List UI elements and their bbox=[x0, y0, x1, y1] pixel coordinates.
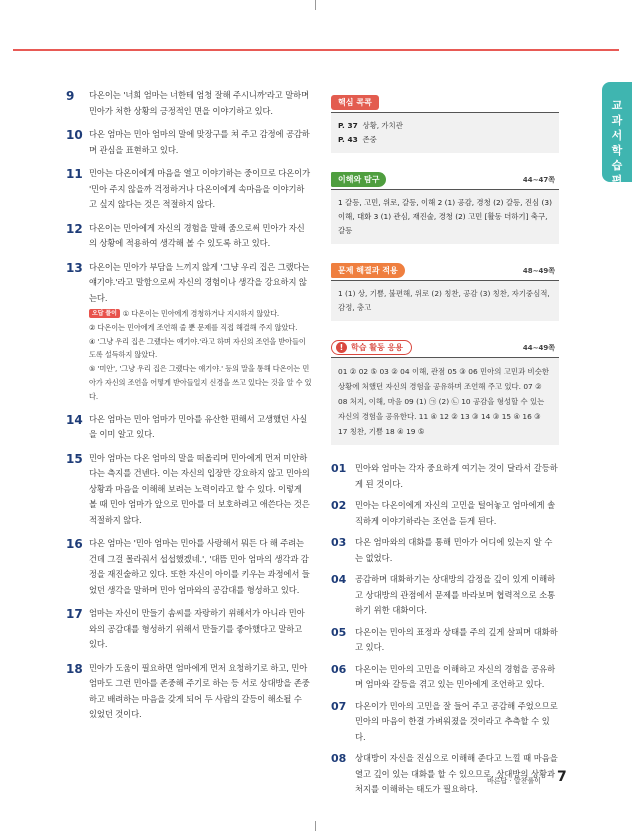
understanding-box: 이해와 탐구 44~47쪽 1 갈등, 고민, 위로, 갈등, 이해 2 (1) 공감, 경청 (2) 갈등, 진심 (3) 이해, 대화 3 (1) 관심, 재진술, 경청 (2) 고민 [활동 더하기] 축구, 갈등 bbox=[331, 167, 559, 244]
understanding-tag: 이해와 탐구 bbox=[331, 172, 386, 187]
learning-activity-tag: ! 학습 활동 응용 bbox=[331, 340, 412, 355]
problem-solving-tag: 문제 해결과 적용 bbox=[331, 263, 405, 278]
question-item: 13 다온이는 민아가 부담을 느끼지 않게 '그냥 우리 집은 그랬다는 얘기야.'라고 말함으로써 자신의 경험이나 생각을 강요하지 않는다. 오답 풀이 ① 다온이는 민아에게 경청하거나 지시하지 않았다. ② 다온이는 민아에게 조언해 줄 뿐 문제를 직접 해결해 주지 않았다. ④ '그냥 우리 집은 그랬다는 얘기야.'라고 하며 자신의 조언을 받아들이도록 설득하지 않았다. ⑤ '미안', '그냥 우리 집은 그랬다는 얘기야.' 등의 말을 통해 다온이는 민아가 자신의 조언을 어떻게 받아들일지 신경을 쓰고 있다는 것을 알 수 있다. bbox=[66, 260, 312, 404]
answer-item: 07 다온이가 민아의 고민을 잘 들어 주고 공감해 주었으므로 민아의 마음이 한결 가벼워졌을 것이라고 추측할 수 있다. bbox=[331, 699, 558, 742]
exclamation-icon: ! bbox=[336, 342, 347, 353]
question-item: 16 다온 엄마는 '민아 엄마는 민아를 사랑해서 뭐든 다 해 주려는 건데 그걸 몰라줘서 섭섭했겠네.', '대뜸 민아 엄마의 생각과 감정을 재진술하고 있다. 또한 자신이 아이를 키우는 과정에서 들었던 생각을 말하며 민아 엄마와의 공감대를 형성하고 있다. bbox=[66, 537, 310, 595]
wrong-answer-tag: 오답 풀이 bbox=[89, 309, 120, 318]
footer-label: 바른답 · 알찬풀이 bbox=[487, 777, 542, 785]
top-rule bbox=[13, 49, 619, 51]
crop-mark bbox=[315, 0, 316, 10]
page-number: 7 bbox=[557, 769, 567, 785]
crop-mark bbox=[315, 821, 316, 831]
key-point-tag: 핵심 콕콕 bbox=[331, 95, 379, 110]
question-item: 11 민아는 다온이에게 마음을 열고 이야기하는 중이므로 다온이가 '민아 주지 않을까 걱정하거나 다온이에게 속마음을 이야기하고 싶지 않다는 것은 적절하지 않다. bbox=[66, 167, 311, 209]
question-item: 14 다온 엄마는 민아 엄마가 민아를 유산한 편해서 고생했던 사실을 이미 알고 있다. bbox=[66, 412, 308, 440]
problem-solving-box: 문제 해결과 적용 48~49쪽 1 (1) 상, 기쁨, 불편해, 위로 (2) 칭찬, 공감 (3) 칭찬, 자기중심적, 감정, 충고 bbox=[331, 258, 559, 321]
left-column bbox=[66, 88, 312, 731]
question-item: 10 다온 엄마는 민아 엄마의 말에 맞장구를 쳐 주고 감정에 공감하며 관심을 표현하고 있다. bbox=[66, 128, 310, 155]
question-item: 15 민아 엄마는 다온 엄마의 말을 떠올리며 민아에게 먼저 미안하다는 측지를 건넨다. 이는 자신의 입장만 강요하지 않고 민아의 상황과 마음을 이해해 보려는 노력이라고 할 수 있다. 이렇게 볼 때 민아 엄마가 앞으로 민아를 더 보호하려고 애쓴다는 것은 적절하지 않다. bbox=[66, 451, 310, 525]
question-item: 9 다온이는 '너희 엄마는 너한테 엄청 잘해 주시니까'라고 말하며 민아가 처한 상황의 긍정적인 면을 이야기하고 있다. bbox=[66, 89, 309, 116]
answer-item: 02 민아는 다온이에게 자신의 고민을 털어놓고 엄마에게 솔직하게 이야기하라는 조언을 듣게 된다. bbox=[331, 499, 556, 526]
right-column bbox=[331, 90, 559, 804]
question-item: 18 민아가 도움이 필요하면 엄마에게 먼저 요청하기로 하고, 민아 엄마도 그런 민아를 존중해 주기로 하는 등 서로 상대방을 존중하고 배려하는 마음을 갖게 되어 두 사람의 갈등이 해소될 수 있었던 것이다. bbox=[66, 661, 310, 720]
answer-item: 04 공감하며 대화하기는 상대방의 감정을 깊이 있게 이해하고 상대방의 관점에서 문제를 바라보며 협력적으로 소통하기 위한 대화이다. bbox=[331, 573, 556, 615]
question-text: 다온이는 민아가 부담을 느끼지 않게 '그냥 우리 집은 그랬다는 얘기야.'라고 말함으로써 자신의 경험이나 생각을 강요하지 않는다. bbox=[89, 261, 310, 303]
page-range: 44~47쪽 bbox=[522, 176, 555, 184]
key-point-box: 핵심 콕콕 P. 37 상황, 가치관 P. 43 존중 bbox=[331, 90, 559, 153]
learning-activity-box: ! 학습 활동 응용 44~49쪽 01 ② 02 ⑤ 03 ② 04 이해, 관점 05 ③ 06 민아의 고민과 비슷한 상황에 처했던 자신의 경험을 공유하며 조언해 주고 있다. 07 ② 08 처지, 이해, 마음 09 (1) ㉠ (2) ㉡ 10 공감을 형성할 수 있는 자신의 경험을 공유한다. 11 ④ 12 ② 13 ③ 14 ③ 15 ④ 16 ③ 17 칭찬, 기쁨 18 ④ 19 ⑤ bbox=[331, 335, 559, 445]
answer-item: 08 상대방이 자신을 진심으로 이해해 준다고 느낄 때 마음을 열고 깊이 있는 대화를 할 수 있으므로, 상대방의 상황과 처지를 이해하는 태도가 필요하다. bbox=[331, 752, 558, 794]
answer-item: 03 다온 엄마와의 대화를 통해 민아가 어디에 있는지 알 수는 없었다. bbox=[331, 536, 553, 563]
question-item: 12 다온이는 민아에게 자신의 경험을 말해 줌으로써 민아가 자신의 상황에 적용하여 생각해 볼 수 있도록 하고 있다. bbox=[66, 221, 305, 248]
question-item: 17 엄마는 자신이 만들기 솜씨를 자랑하기 위해서가 아니라 민아와의 공감대를 형성하기 위해서 만들기를 좋아했다고 말하고 있다. bbox=[66, 607, 305, 650]
answer-item: 05 다온이는 민아의 표정과 상태를 주의 깊게 살피며 대화하고 있다. bbox=[331, 625, 558, 652]
answer-item: 06 다온이는 민아의 고민을 이해하고 자신의 경험을 공유하며 엄마와 갈등을 겪고 있는 민아에게 조언하고 있다. bbox=[331, 662, 556, 689]
answer-item: 01 민아와 엄마는 각자 중요하게 여기는 것이 달라서 갈등하게 된 것이다. bbox=[331, 462, 558, 489]
side-tab: 교과서 학습편 bbox=[602, 82, 632, 182]
page-range: 44~49쪽 bbox=[522, 344, 555, 352]
page-range: 48~49쪽 bbox=[522, 267, 555, 275]
wrong-answer-notes: 오답 풀이 ① 다온이는 민아에게 경청하거나 지시하지 않았다. ② 다온이는 민아에게 조언해 줄 뿐 문제를 직접 해결해 주지 않았다. ④ '그냥 우리 집은 그랬다는 얘기야.'라고 하며 자신의 조언을 받아들이도록 설득하지 않았다. ⑤ '미안', '그냥 우리 집은 그랬다는 얘기야.' 등의 말을 통해 다온이는 민아가 자신의 조언을 어떻게 받아들일지 신경을 쓰고 있다는 것을 알 수 있다. bbox=[89, 309, 312, 401]
